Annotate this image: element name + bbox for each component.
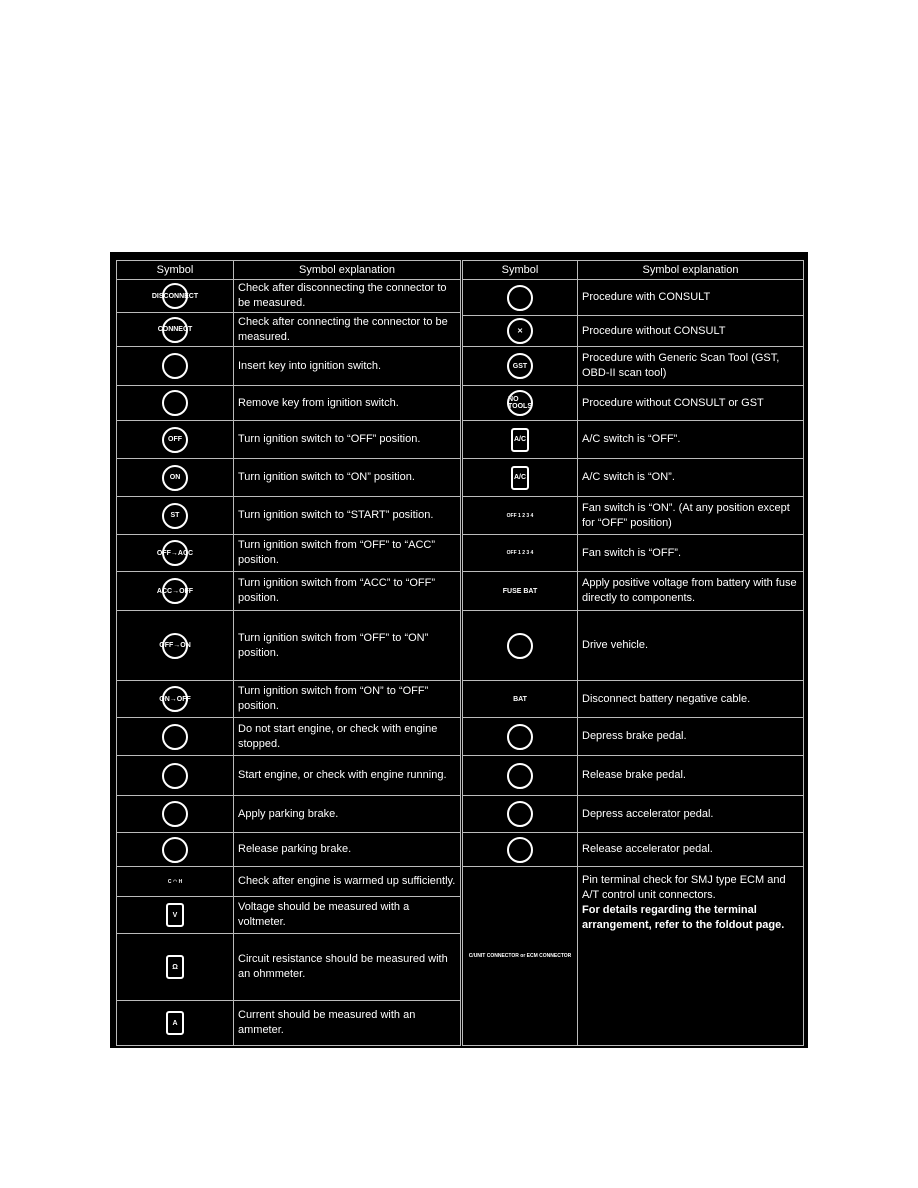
- explanation-cell: [234, 611, 460, 680]
- explanation-content: [238, 315, 456, 345]
- explanation-cell: [578, 796, 803, 832]
- ignition-on-icon: [162, 465, 188, 491]
- table-row: [463, 867, 803, 1046]
- table-row: [117, 459, 460, 497]
- explanation-text: A/C switch is “OFF”.: [582, 433, 681, 445]
- release-parking-brake-icon: [162, 837, 188, 863]
- table-row: [463, 611, 803, 681]
- table-row: [117, 611, 460, 681]
- ammeter-icon: [166, 1011, 184, 1035]
- symbol-cell: [463, 718, 578, 755]
- symbol-cell: [117, 535, 234, 571]
- table-row: [463, 386, 803, 421]
- explanation-content: [238, 1008, 456, 1038]
- explanation-content: [582, 729, 687, 744]
- table-row: [117, 796, 460, 833]
- release-accelerator-icon: [507, 837, 533, 863]
- icon-label: NO TOOLS: [508, 396, 532, 410]
- table-row: [117, 681, 460, 718]
- explanation-text: Turn ignition switch to “START” position.: [238, 509, 434, 521]
- consult-icon: [507, 285, 533, 311]
- explanation-text: Insert key into ignition switch.: [238, 359, 382, 372]
- symbol-cell: [463, 497, 578, 534]
- icon-label: FUSE BAT: [502, 587, 538, 595]
- explanation-cell: [578, 867, 803, 1045]
- table-row: [117, 897, 460, 934]
- explanation-text: Check after engine is warmed up sufficiently.: [238, 875, 456, 887]
- explanation-content: [238, 807, 338, 822]
- release-brake-pedal-icon: [507, 763, 533, 789]
- right-table-half: [462, 260, 804, 1046]
- temperature-gauge-icon: [168, 869, 182, 895]
- table-row: [463, 280, 803, 316]
- explanation-cell: [578, 497, 803, 534]
- explanation-text: Turn ignition switch to “OFF” position.: [238, 433, 421, 445]
- header-symbol: Symbol: [117, 261, 234, 279]
- explanation-cell: [234, 867, 460, 896]
- icon-label: DISCONNECT: [151, 292, 199, 300]
- icon-label: OFF: [168, 436, 182, 443]
- icon-label: V: [172, 911, 178, 919]
- symbol-cell: [117, 459, 234, 496]
- explanation-text: Check after connecting the connector to be measured.: [238, 315, 448, 343]
- symbol-cell: [463, 280, 578, 315]
- symbol-cell: [117, 934, 234, 1000]
- table-row: [117, 347, 460, 386]
- explanation-cell: [578, 756, 803, 795]
- explanation-cell: [234, 833, 460, 866]
- table-row: [463, 347, 803, 386]
- explanation-text: Procedure with Generic Scan Tool (GST, OBD-II scan tool): [582, 352, 780, 379]
- explanation-text: Procedure with CONSULT: [582, 291, 711, 303]
- disconnect-connector-icon: [151, 283, 199, 309]
- explanation-text: Depress brake pedal.: [582, 730, 687, 742]
- icon-label: C ◠ H: [167, 878, 183, 885]
- explanation-cell: [578, 386, 803, 420]
- icon-label: BAT: [513, 695, 527, 703]
- symbol-cell: [117, 280, 234, 312]
- explanation-content: [582, 432, 680, 447]
- engine-stopped-icon: [162, 724, 188, 750]
- explanation-text: Release accelerator pedal.: [582, 843, 713, 855]
- symbol-cell: [117, 347, 234, 385]
- symbol-cell: [463, 681, 578, 717]
- symbol-cell: [117, 421, 234, 458]
- symbol-cell: [463, 756, 578, 795]
- explanation-cell: [234, 1001, 460, 1045]
- explanation-content: [238, 874, 455, 889]
- explanation-text: Start engine, or check with engine running.: [238, 769, 447, 781]
- table-row: [463, 421, 803, 459]
- explanation-content: [238, 396, 399, 411]
- gst-icon: [507, 353, 533, 379]
- table-row: [463, 796, 803, 833]
- symbol-cell: [117, 796, 234, 832]
- explanation-content: [582, 351, 799, 381]
- table-row: [117, 497, 460, 535]
- icon-label: C/UNIT CONNECTOR or ECM CONNECTOR: [468, 953, 572, 959]
- explanation-content: [238, 508, 433, 523]
- explanation-cell: [234, 934, 460, 1000]
- explanation-content: [238, 684, 456, 714]
- table-row: [117, 934, 460, 1001]
- explanation-content: [582, 546, 681, 561]
- symbol-cell: [463, 459, 578, 496]
- explanation-content: [582, 324, 725, 339]
- apply-parking-brake-icon: [162, 801, 188, 827]
- explanation-text: Do not start engine, or check with engine stopped.: [238, 722, 438, 750]
- explanation-cell: [234, 386, 460, 420]
- symbol-cell: [117, 681, 234, 717]
- explanation-cell: [234, 421, 460, 458]
- connect-connector-icon: [157, 317, 193, 343]
- table-row: [463, 681, 803, 718]
- symbol-cell: [463, 833, 578, 866]
- icon-label: ON→OFF: [159, 695, 191, 703]
- symbol-cell: [117, 833, 234, 866]
- ignition-on-to-off-icon: [159, 686, 191, 712]
- table-row: [463, 756, 803, 796]
- explanation-text: Check after disconnecting the connector to be measured.: [238, 282, 447, 309]
- symbol-cell: [463, 611, 578, 680]
- icon-label: Ω: [172, 963, 178, 971]
- table-row: [117, 572, 460, 611]
- explanation-content: [238, 900, 456, 930]
- explanation-cell: [578, 611, 803, 680]
- icon-label: ✕: [517, 328, 523, 335]
- explanation-cell: [578, 347, 803, 385]
- icon-label: CONNECT: [157, 326, 193, 333]
- explanation-text: Release brake pedal.: [582, 769, 686, 781]
- symbol-cell: [117, 313, 234, 346]
- explanation-cell: [578, 833, 803, 866]
- icon-label: ST: [170, 512, 180, 519]
- symbol-cell: [463, 316, 578, 346]
- icon-label: OFF→ON: [159, 642, 191, 649]
- symbol-cell: [117, 1001, 234, 1045]
- explanation-text: Current should be measured with an ammeter.: [238, 1009, 416, 1036]
- explanation-text: Apply positive voltage from battery with fuse directly to components.: [582, 577, 797, 604]
- explanation-text: Procedure without CONSULT: [582, 324, 726, 337]
- fan-switch-on-icon: [507, 504, 534, 528]
- icon-label: A: [172, 1019, 178, 1027]
- table-header: [117, 261, 460, 280]
- symbol-cell: [117, 897, 234, 933]
- symbol-cell: [117, 867, 234, 896]
- table-row: [463, 459, 803, 497]
- symbol-cell: [463, 386, 578, 420]
- pin-terminal-check-icon: [469, 944, 572, 968]
- explanation-cell: [234, 681, 460, 717]
- explanation-content: [582, 396, 764, 411]
- explanation-text: Turn ignition switch from “ACC” to “OFF” position.: [238, 577, 436, 604]
- explanation-content: [582, 501, 799, 531]
- table-row: [117, 535, 460, 572]
- left-table-half: [116, 260, 461, 1046]
- explanation-text: Depress accelerator pedal.: [582, 807, 714, 820]
- explanation-content: [238, 768, 447, 783]
- table-row: [117, 867, 460, 897]
- battery-disconnect-icon: [513, 687, 527, 711]
- header-explanation: Symbol explanation: [298, 264, 395, 276]
- explanation-content: [582, 692, 750, 707]
- explanation-text: A/C switch is “ON”.: [582, 471, 675, 483]
- explanation-cell: [234, 280, 460, 312]
- explanation-cell: [234, 347, 460, 385]
- symbol-cell: [117, 756, 234, 795]
- symbol-cell: [463, 867, 578, 1045]
- explanation-content: [238, 631, 456, 661]
- explanation-bold-note: For details regarding the terminal arrangement, refer to the foldout page.: [582, 904, 785, 931]
- depress-accelerator-icon: [507, 801, 533, 827]
- explanation-cell: [578, 316, 803, 346]
- symbol-table: [110, 252, 808, 1048]
- explanation-cell: [234, 459, 460, 496]
- explanation-text: Voltage should be measured with a voltmeter.: [238, 901, 410, 928]
- table-row: [117, 1001, 460, 1046]
- explanation-content: [238, 952, 456, 982]
- symbol-cell: [117, 572, 234, 610]
- icon-label: OFF 1 2 3 4: [506, 550, 534, 556]
- symbol-cell: [117, 386, 234, 420]
- remove-key-icon: [162, 390, 188, 416]
- header-explanation: Symbol explanation: [642, 264, 739, 276]
- explanation-cell: [578, 718, 803, 755]
- table-row: [463, 535, 803, 572]
- icon-label: GST: [512, 362, 528, 370]
- explanation-cell: [234, 718, 460, 755]
- table-row: [117, 313, 460, 347]
- no-tools-icon: [507, 390, 533, 416]
- table-row: [117, 280, 460, 313]
- explanation-content: [582, 576, 799, 606]
- icon-label: ON: [169, 474, 181, 481]
- ohmmeter-icon: [166, 955, 184, 979]
- explanation-content: [582, 638, 648, 653]
- explanation-text: Fan switch is “ON”. (At any position except for “OFF” position): [582, 501, 790, 529]
- symbol-cell: [117, 497, 234, 534]
- explanation-cell: [578, 681, 803, 717]
- battery-fuse-icon: [503, 579, 537, 603]
- explanation-content: [238, 359, 381, 374]
- ignition-off-to-on-icon: [159, 633, 191, 659]
- symbol-cell: [117, 611, 234, 680]
- ac-switch-off-icon: [511, 428, 529, 452]
- ignition-off-icon: [162, 427, 188, 453]
- explanation-cell: [234, 796, 460, 832]
- table-header: [463, 261, 803, 280]
- explanation-content: [582, 290, 710, 305]
- symbol-cell: [463, 572, 578, 610]
- icon-label: A/C: [513, 474, 527, 481]
- symbol-cell: [463, 421, 578, 458]
- explanation-content: [582, 873, 799, 933]
- explanation-cell: [578, 459, 803, 496]
- icon-label: OFF 1 2 3 4: [506, 512, 534, 519]
- explanation-content: [582, 470, 675, 485]
- explanation-cell: [234, 897, 460, 933]
- no-consult-icon: [507, 318, 533, 344]
- explanation-text: Fan switch is “OFF”.: [582, 546, 682, 559]
- icon-label: A/C: [513, 436, 527, 443]
- explanation-content: [238, 470, 415, 485]
- ignition-acc-to-off-icon: [156, 578, 194, 604]
- explanation-text: Turn ignition switch to “ON” position.: [238, 471, 415, 483]
- explanation-content: [582, 768, 686, 783]
- symbol-cell: [463, 796, 578, 832]
- explanation-content: [238, 432, 420, 447]
- table-row: [117, 386, 460, 421]
- explanation-content: [238, 576, 456, 606]
- symbol-cell: [463, 347, 578, 385]
- insert-key-icon: [162, 353, 188, 379]
- symbol-cell: [117, 718, 234, 755]
- explanation-cell: [578, 280, 803, 315]
- icon-label: ACC→OFF: [156, 587, 194, 595]
- icon-label: OFF→ACC: [156, 549, 194, 557]
- drive-vehicle-icon: [507, 633, 533, 659]
- table-row: [463, 497, 803, 535]
- table-row: [117, 756, 460, 796]
- table-row: [117, 833, 460, 867]
- explanation-text: Drive vehicle.: [582, 639, 649, 651]
- explanation-cell: [234, 313, 460, 346]
- table-row: [117, 718, 460, 756]
- explanation-text: Remove key from ignition switch.: [238, 396, 399, 409]
- table-row: [463, 833, 803, 867]
- header-symbol: Symbol: [463, 261, 578, 279]
- explanation-cell: [234, 497, 460, 534]
- explanation-cell: [234, 572, 460, 610]
- symbol-cell: [463, 535, 578, 571]
- depress-brake-pedal-icon: [507, 724, 533, 750]
- explanation-cell: [234, 535, 460, 571]
- table-row: [117, 421, 460, 459]
- ignition-start-icon: [162, 503, 188, 529]
- fan-switch-off-icon: [507, 541, 534, 565]
- ignition-off-to-acc-icon: [156, 540, 194, 566]
- explanation-cell: [578, 421, 803, 458]
- engine-running-icon: [162, 763, 188, 789]
- explanation-text: Circuit resistance should be measured with an ohmmeter.: [238, 953, 448, 980]
- explanation-text: Pin terminal check for SMJ type ECM and A/T control unit connectors.: [582, 874, 786, 901]
- explanation-content: [238, 538, 456, 568]
- explanation-text: Turn ignition switch from “OFF” to “ON” position.: [238, 631, 429, 659]
- explanation-content: [238, 722, 456, 752]
- explanation-content: [582, 807, 713, 822]
- ac-switch-on-icon: [511, 466, 529, 490]
- explanation-content: [238, 281, 456, 311]
- explanation-text: Release parking brake.: [238, 843, 352, 855]
- explanation-cell: [578, 572, 803, 610]
- explanation-cell: [578, 535, 803, 571]
- explanation-cell: [234, 756, 460, 795]
- explanation-content: [582, 842, 713, 857]
- explanation-text: Apply parking brake.: [238, 807, 339, 820]
- explanation-text: Procedure without CONSULT or GST: [582, 396, 764, 409]
- table-row: [463, 316, 803, 347]
- explanation-text: Turn ignition switch from “ON” to “OFF” position.: [238, 685, 429, 712]
- table-row: [463, 718, 803, 756]
- explanation-content: [238, 842, 351, 857]
- table-row: [463, 572, 803, 611]
- explanation-text: Turn ignition switch from “OFF” to “ACC” position.: [238, 539, 436, 566]
- explanation-text: Disconnect battery negative cable.: [582, 692, 751, 705]
- voltmeter-icon: [166, 903, 184, 927]
